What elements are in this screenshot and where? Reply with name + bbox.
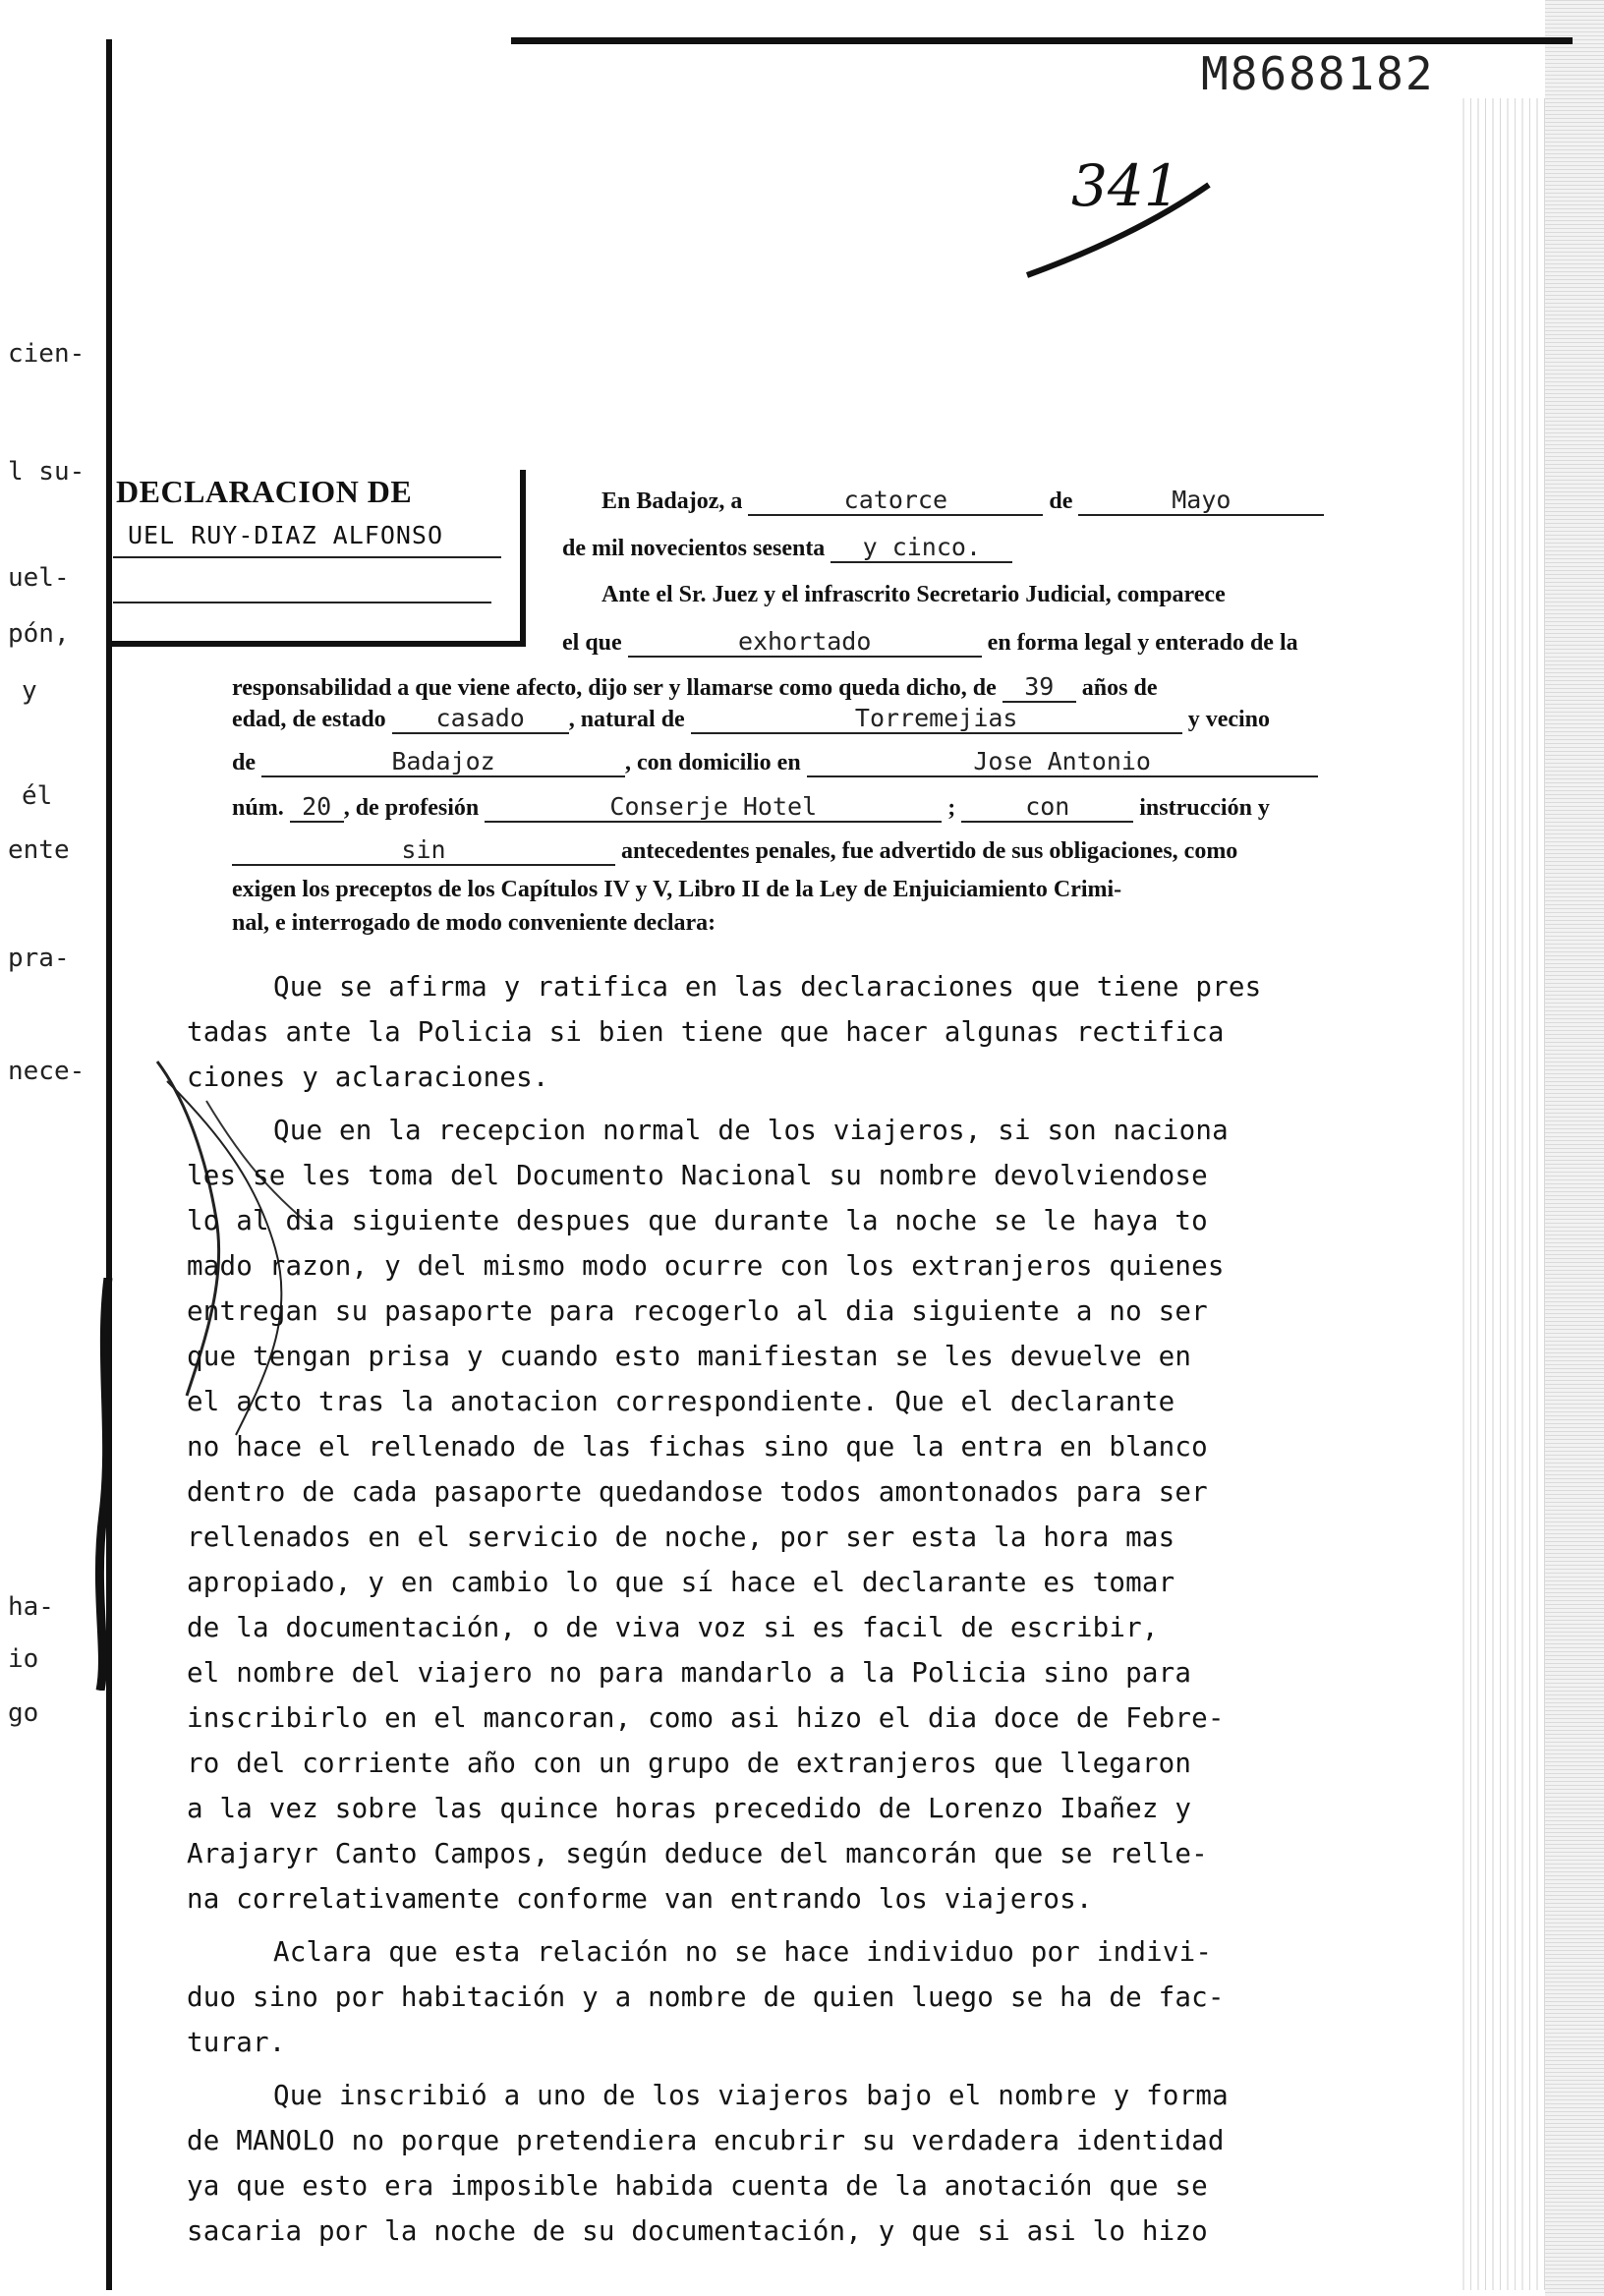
record-field: sin [232,835,615,866]
instruction-field: con [961,792,1133,823]
form-line-address [232,747,1318,777]
form-text: responsabilidad a que viene afecto, dijo ser y llamarse como queda dicho, de [232,675,997,701]
year-field: y cinco. [831,533,1012,563]
edge-fragment: go [8,1698,39,1728]
house-number-field: 20 [290,792,344,823]
form-text: el que [562,630,622,656]
body-line: de la documentación, o de viva voz si es facil de escribir, [187,1612,1159,1643]
form-text: , con domicilio en [625,750,801,775]
blank-line [113,602,491,603]
body-line: Que inscribió a uno de los viajeros bajo el nombre y forma [273,2080,1229,2111]
edge-fragment: uel- [8,563,70,593]
body-line: Arajaryr Canto Campos, según deduce del mancorán que se relle- [187,1838,1208,1869]
form-text: ; [947,795,956,821]
scan-edge-noise [1545,0,1604,2296]
form-text: edad, de estado [232,707,386,732]
edge-fragment: ente [8,835,70,865]
edge-fragment: ha- [8,1592,54,1622]
body-line: rellenados en el servicio de noche, por ser esta la hora mas [187,1521,1175,1553]
body-line: apropiado, y en cambio lo que sí hace el declarante es tomar [187,1567,1175,1598]
body-line: sacaria por la noche de su documentación, y que si asi lo hizo [187,2215,1208,2247]
folio-underline-stroke [1022,177,1219,285]
body-line: duo sino por habitación y a nombre de quien luego se ha de fac- [187,1981,1225,2013]
edge-fragment: y [22,676,37,706]
body-line: entregan su pasaporte para recogerlo al dia siguiente a no ser [187,1295,1208,1327]
declarant-name: UEL RUY-DIAZ ALFONSO [128,521,444,549]
profession-field: Conserje Hotel [485,792,942,823]
form-text: en forma legal y enterado de la [987,630,1298,656]
body-line: dentro de cada pasaporte quedandose todos amontonados para ser [187,1476,1208,1508]
form-text: En Badajoz, a [602,488,743,514]
body-line: que tengan prisa y cuando esto manifiestan se les devuelve en [187,1341,1192,1372]
edge-fragment: él [22,781,53,811]
form-line-year [562,533,1012,563]
body-line: de MANOLO no porque pretendiera encubrir su verdadera identidad [187,2125,1225,2156]
body-line: Aclara que esta relación no se hace individuo por indivi- [273,1936,1213,1968]
role-field: exhortado [628,627,982,658]
form-text: de [232,750,256,775]
age-field: 39 [1002,672,1076,703]
body-line: na correlativamente conforme van entrando los viajeros. [187,1883,1093,1915]
form-text: y vecino [1187,707,1271,732]
form-line-record [232,835,1237,866]
form-line-origin [232,704,1270,734]
top-rule [511,37,1573,44]
form-text: , de profesión [343,795,480,821]
margin-ink-stroke [79,1278,138,1691]
edge-fragment: l su- [8,457,86,487]
body-line: a la vez sobre las quince horas precedido de Lorenzo Ibañez y [187,1793,1192,1824]
body-line: ro del corriente año con un grupo de extranjeros que llegaron [187,1748,1192,1779]
form-text: , natural de [568,707,685,732]
form-line-date [602,486,1324,516]
day-field: catorce [748,486,1043,516]
form-text: núm. [232,795,284,821]
declaration-title: DECLARACION DE [116,474,413,509]
body-line: ya que esto era imposible habida cuenta de la anotación que se [187,2170,1208,2202]
body-line: el nombre del viajero no para mandarlo a la Policia sino para [187,1657,1192,1689]
edge-fragment: cien- [8,339,86,369]
body-line: turar. [187,2027,286,2058]
birthplace-field: Torremejias [691,704,1182,734]
form-line-law [232,877,1121,903]
body-line: les se les toma del Documento Nacional su nombre devolviendose [187,1160,1208,1191]
folio-number: 341 [1071,152,1180,219]
form-line-appearance [602,582,1226,608]
body-line: tadas ante la Policia si bien tiene que hacer algunas rectifica [187,1016,1225,1048]
body-line: lo al dia siguiente despues que durante la noche se le haya to [187,1205,1208,1236]
body-line: el acto tras la anotacion correspondiente. Que el declarante [187,1386,1175,1417]
body-line: mado razon, y del mismo modo ocurre con los extranjeros quienes [187,1250,1225,1282]
form-text: instrucción y [1139,795,1270,821]
form-line-profession [232,792,1270,823]
month-field: Mayo [1078,486,1324,516]
form-text: de mil novecientos sesenta [562,536,826,561]
form-line-age [232,672,1157,703]
civil-status-field: casado [392,704,569,734]
form-line-role [562,627,1298,658]
residence-field: Badajoz [261,747,625,777]
form-text: exigen los preceptos de los Capítulos IV y V, Libro II de la Ley de Enjuiciamiento Crimi- [232,877,1122,902]
body-line: inscribirlo en el mancoran, como asi hizo el dia doce de Febre- [187,1702,1225,1734]
form-line-declares [232,910,716,937]
edge-fragment: io [8,1644,39,1674]
form-text: años de [1081,675,1158,701]
form-text: Ante el Sr. Juez y el infrascrito Secretario Judicial, comparece [602,582,1226,607]
body-line: no hace el rellenado de las fichas sino que la entra en blanco [187,1431,1208,1463]
body-line: Que se afirma y ratifica en las declaraciones que tiene pres [273,971,1262,1003]
name-underline [113,556,501,558]
edge-fragment: pón, [8,619,70,649]
edge-fragment: pra- [8,944,70,973]
body-line: ciones y aclaraciones. [187,1062,549,1093]
serial-number: M8688182 [1201,47,1435,100]
form-text: nal, e interrogado de modo conveniente declara: [232,910,716,936]
edge-fragment: nece- [8,1057,86,1086]
body-line: Que en la recepcion normal de los viajeros, si son naciona [273,1115,1229,1146]
form-text: de [1049,488,1073,514]
form-text: antecedentes penales, fue advertido de sus obligaciones, como [621,838,1238,864]
street-field: Jose Antonio [807,747,1318,777]
left-margin-rule [106,39,112,2290]
